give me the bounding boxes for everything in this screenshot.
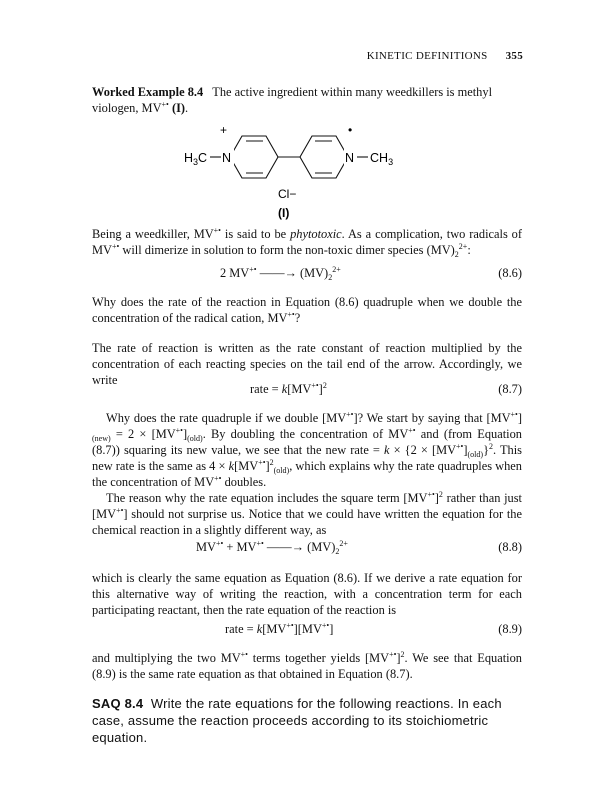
running-title: KINETIC DEFINITIONS: [366, 50, 488, 62]
p3-p: doubles.: [221, 475, 267, 489]
radical-dot: •: [348, 123, 353, 137]
p1-c: . As a complication, two radicals of MV: [92, 227, 522, 257]
p3-s7: +•: [214, 474, 222, 483]
equation-8-8: [92, 540, 522, 558]
saq-8-4: [92, 695, 522, 746]
p5-text: which is clearly the same equation as Equation (8.6). If we derive a rate equation for this alternative way of writing the reaction, with a concentration term for each participating reactant, then the rate equation of the reaction is: [92, 571, 522, 617]
intro-dot: .: [185, 101, 189, 115]
e86-arrow: ——→: [259, 266, 297, 280]
p3-s5: +•: [456, 442, 464, 451]
running-header: [367, 50, 523, 62]
p4-sq: 2: [438, 490, 443, 499]
e89-k: k: [256, 622, 263, 636]
intro-label: (I): [171, 101, 186, 115]
p3-n: ]: [265, 459, 270, 473]
positive-charge: +: [220, 123, 228, 137]
e88-plus: + MV: [223, 540, 257, 554]
p6-a: and multiplying the two MV: [92, 651, 241, 665]
e88-rhs: (MV): [307, 540, 336, 554]
p3-j: }: [483, 443, 490, 457]
e86-rhs: (MV): [299, 266, 329, 280]
p3-a: Why does the rate quadruple if we double [MV: [106, 411, 347, 425]
p4-a: The reason why the rate equation includes the square term [MV: [106, 491, 428, 505]
p3-s4: +•: [408, 426, 416, 435]
p3-sq: 2: [489, 442, 494, 451]
p3-m: [MV: [234, 459, 259, 473]
p6-sq: 2: [400, 650, 405, 659]
p3-new: (new): [92, 434, 111, 443]
p3-c: ]: [517, 411, 522, 425]
p1-sup2: +•: [111, 242, 120, 251]
e88-a: MV: [196, 540, 216, 554]
e86-sup2: 2+: [332, 265, 341, 274]
equation-number-8-6: (8.6): [498, 266, 522, 280]
p1-d: will dimerize in solution to form the non-toxic dimer species (MV): [119, 243, 455, 257]
question-quadruple: [92, 294, 522, 326]
e87-lhs: rate =: [250, 382, 282, 396]
p6-s1: +•: [240, 650, 248, 659]
e88-s2: +•: [256, 539, 264, 548]
p6-b: terms together yields [MV: [247, 651, 390, 665]
p6-s2: +•: [389, 650, 397, 659]
e89-s2: +•: [321, 621, 330, 630]
e89-t2c: ]: [329, 622, 334, 636]
p3-old2: (old): [467, 450, 484, 459]
p1-sub: 2: [454, 250, 459, 259]
e89-t1: [MV: [262, 622, 287, 636]
equation-number-8-7: (8.7): [498, 382, 522, 396]
e89-lhs: rate =: [225, 622, 257, 636]
p3-s1: +•: [346, 410, 354, 419]
p3-sq2: 2: [269, 458, 274, 467]
p3-g: and (from Equation (8.7)) squaring its new value, we see that the new rate =: [92, 427, 522, 457]
paragraph-square-term: [92, 490, 522, 538]
e87-term: [MV: [287, 382, 312, 396]
p3-f: . By doubling the concentration of MV: [202, 427, 409, 441]
e86-sub: 2: [328, 273, 333, 282]
p1-e: :: [467, 243, 471, 257]
left-methyl-group: $H_3C$: [184, 151, 208, 167]
p3-k2: k: [228, 459, 235, 473]
p4-s1: +•: [427, 490, 435, 499]
paragraph-alternative: [92, 570, 522, 618]
p1-b: is said to be: [220, 227, 291, 241]
p3-k: k: [384, 443, 390, 457]
equation-8-9: [92, 622, 522, 640]
saq-text: Write the rate equations for the following reactions. In each case, assume the reaction proceeds according to its stoichiometric equation.: [92, 696, 502, 745]
p2-text: The rate of reaction is written as the rate constant of reaction multiplied by the concentration of each reacting species on the tail end of the arrow. Accordingly, we write: [92, 341, 522, 387]
worked-example-label: Worked Example 8.4: [92, 85, 204, 99]
p4-c: rather than just [MV: [92, 491, 523, 521]
p3-e: ]: [182, 427, 188, 441]
p3-i: ]: [463, 443, 468, 457]
equation-number-8-8: (8.8): [498, 540, 522, 554]
right-pyridine-ring: [300, 136, 348, 178]
e89-s1: +•: [286, 621, 294, 630]
saq-label: SAQ 8.4: [92, 696, 144, 711]
e87-close: ]: [318, 382, 323, 396]
p1-sup3: 2+: [458, 242, 468, 251]
paragraph-phytotoxic: [92, 226, 522, 258]
worked-example-intro: [92, 84, 522, 116]
intro-text: The active ingredient within many weedkillers is methyl viologen, MV: [92, 85, 493, 115]
e86-lhs: 2 MV: [220, 266, 250, 280]
p4-b: ]: [434, 491, 439, 505]
right-nitrogen: N: [345, 151, 355, 165]
e88-sub: 2: [335, 547, 340, 556]
page-number: 355: [505, 50, 523, 62]
left-pyridine-ring: [230, 136, 278, 178]
equation-8-7: [92, 382, 522, 400]
e86-sup: +•: [249, 265, 257, 274]
p1-sup1: +•: [213, 226, 221, 235]
q1-b: ?: [294, 311, 301, 325]
p3-b: ]? We start by saying that [MV: [353, 411, 511, 425]
equation-8-6: [92, 266, 522, 284]
p4-s2: +•: [116, 506, 124, 515]
p3-s3: +•: [175, 426, 183, 435]
chloride-counterion: Cl−: [278, 187, 297, 201]
equation-number-8-9: (8.9): [498, 622, 522, 636]
p6-c: ]: [396, 651, 401, 665]
e88-arrow: ——→: [266, 540, 305, 554]
e87-sup: +•: [311, 381, 319, 390]
intro-sup: +•: [161, 100, 169, 109]
p1-italic: phytotoxic: [290, 227, 342, 241]
e87-sq: 2: [322, 381, 327, 390]
p3-old: (old): [187, 434, 203, 443]
p3-o: , which explains why the rate quadruples when the concentration of MV: [92, 459, 523, 489]
e89-t1c: ][MV: [293, 622, 322, 636]
q1-a: Why does the rate of the reaction in Equation (8.6) quadruple when we double the concentration of the radical cation, MV: [92, 295, 522, 325]
p6-d: . We see that Equation (8.9) is the same rate equation as that obtained in Equation (8.7).: [92, 651, 522, 681]
e88-sup: 2+: [339, 539, 348, 548]
left-nitrogen: N: [222, 151, 232, 165]
paragraph-doubling: [92, 410, 522, 490]
q1-sup: +•: [287, 310, 295, 319]
p3-h: × {2 × [MV: [389, 443, 457, 457]
structure-label: (I): [278, 206, 290, 220]
paragraph-rate-definition: [92, 340, 522, 388]
e88-s1: +•: [215, 539, 224, 548]
right-methyl-group: $CH_3$: [370, 151, 394, 167]
methyl-viologen-structure: [0, 120, 615, 230]
paragraph-conclusion: [92, 650, 522, 682]
p3-d: = 2 × [MV: [110, 427, 176, 441]
p3-old3: (old): [273, 466, 290, 475]
p1-a: Being a weedkiller, MV: [92, 227, 214, 241]
p3-s6: +•: [258, 458, 266, 467]
e87-k: k: [281, 382, 288, 396]
p3-l: . This new rate is the same as 4 ×: [92, 443, 522, 473]
p3-s2: +•: [510, 410, 518, 419]
p4-d: ] should not surprise us. Notice that we could have written the equation for the chemical reaction in a slightly different way, as: [92, 507, 522, 537]
